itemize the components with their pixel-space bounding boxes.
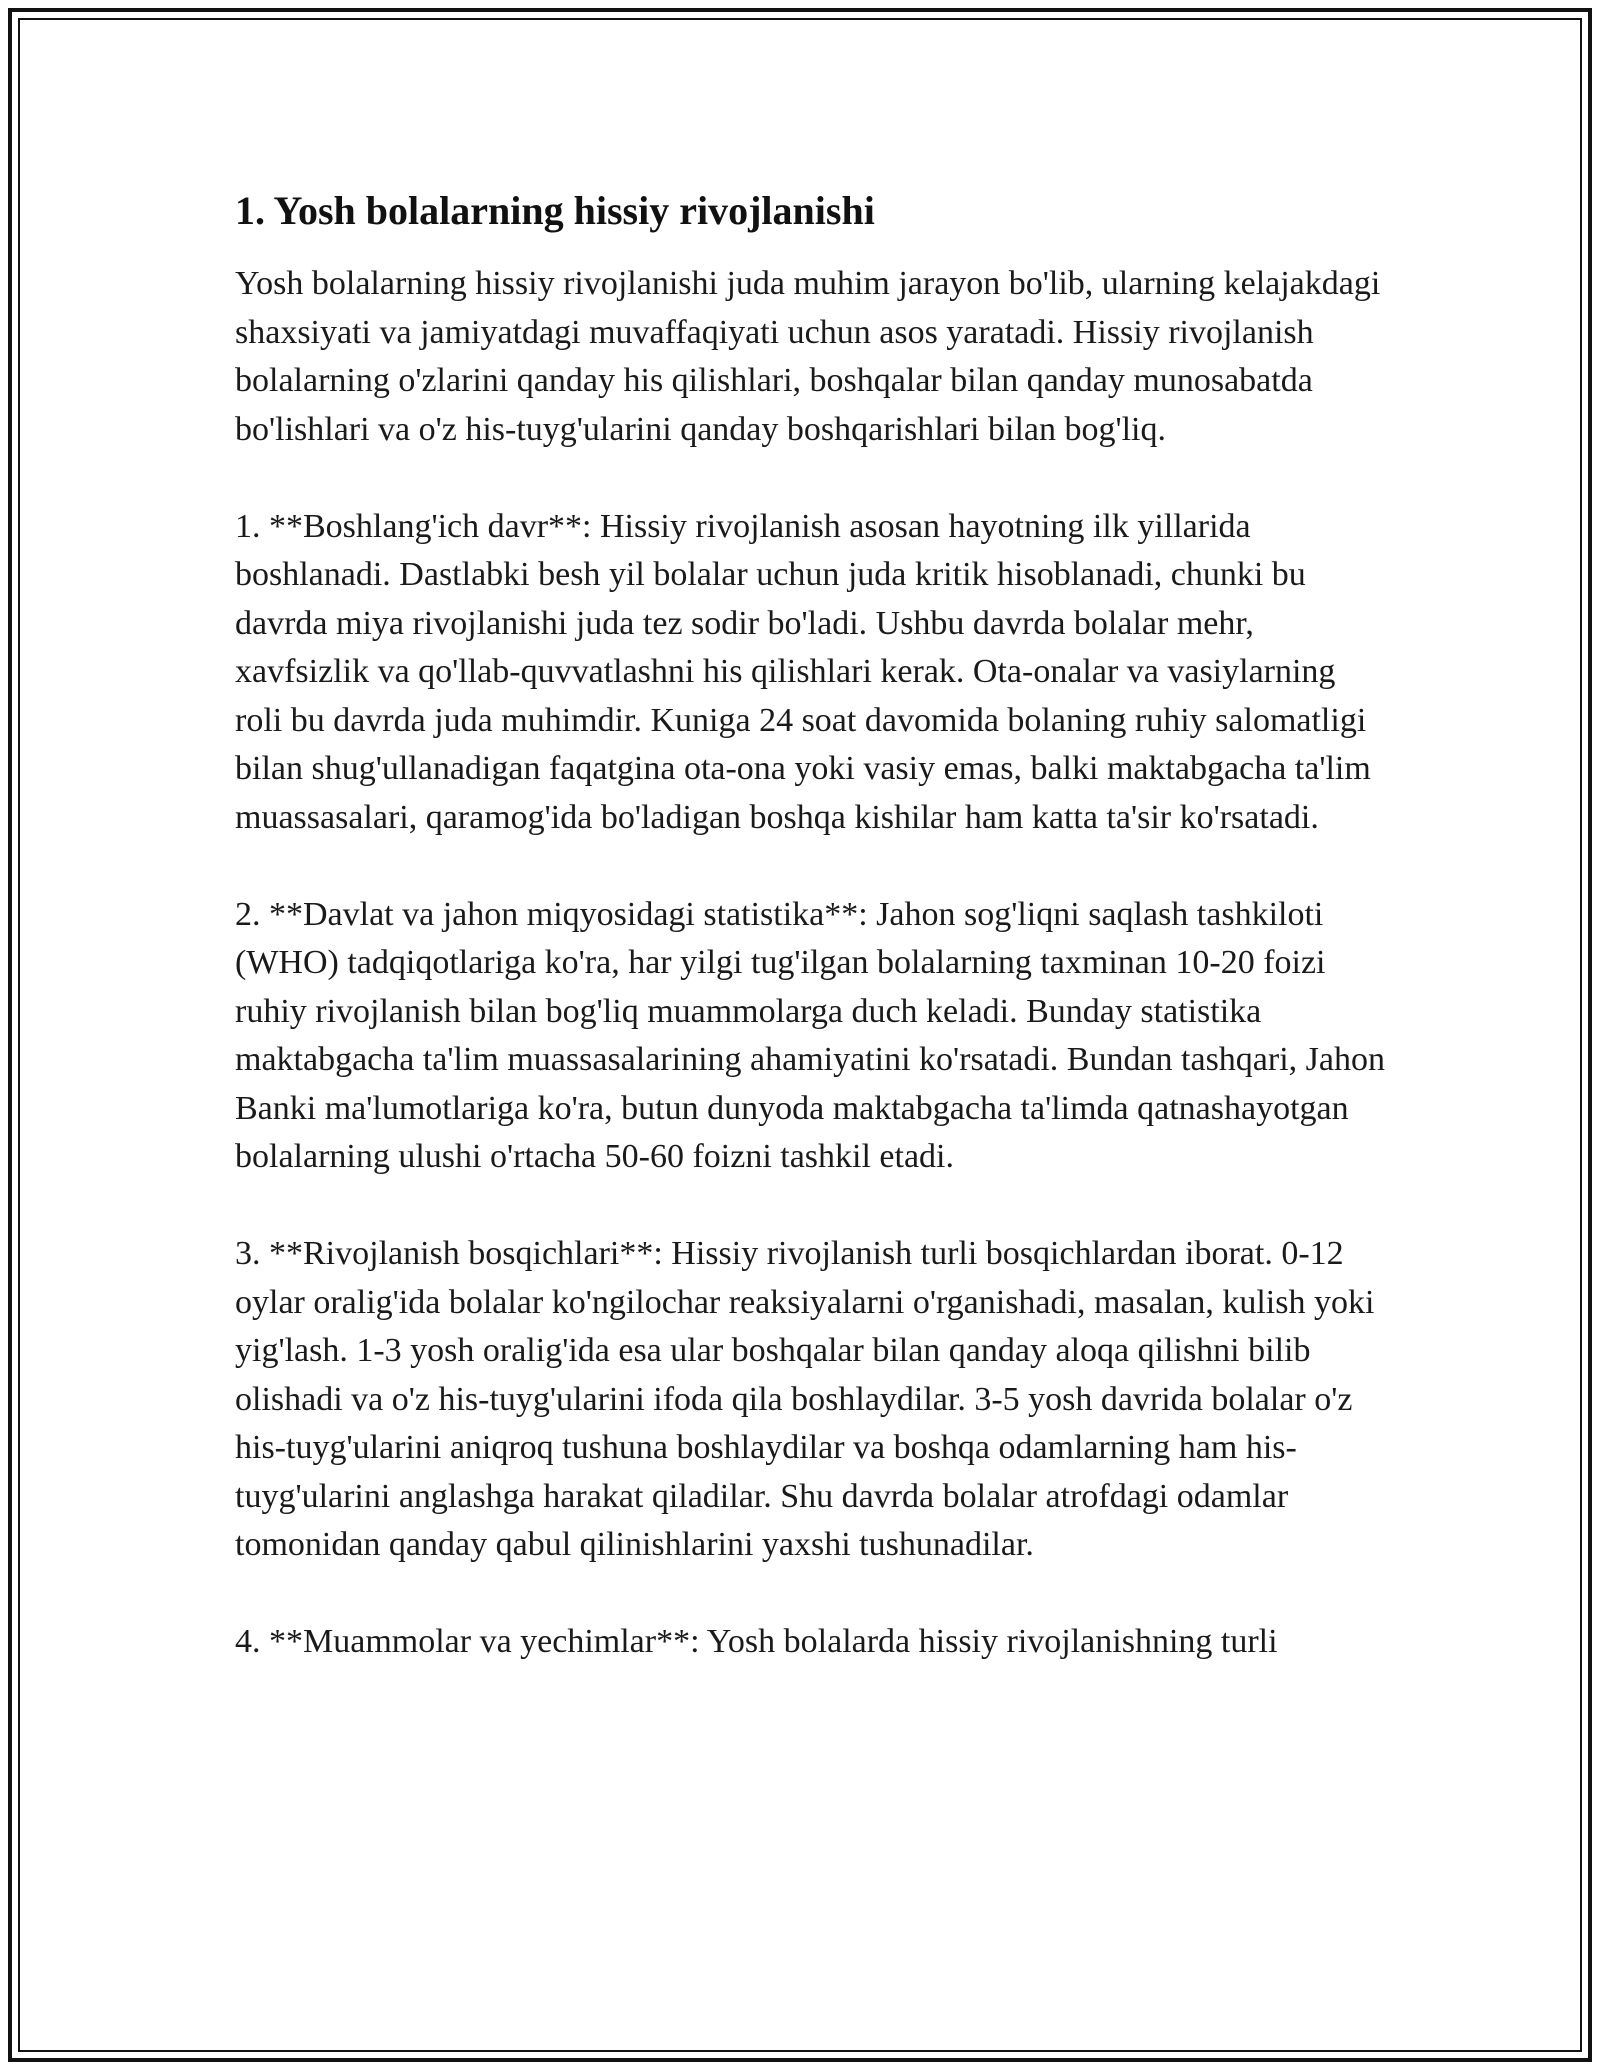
document-body: [235, 186, 1385, 1715]
paragraph-boshlangich-davr: 1. **Boshlang'ich davr**: Hissiy rivojlanish asosan hayotning ilk yillarida boshlanadi. Dastlabki besh yil bolalar uchun juda kritik hisoblanadi, chunki bu davrda miya rivojlanishi juda tez sodir bo'ladi. Ushbu davrda bolalar mehr, xavfsizlik va qo'llab-quvvatlashni his qilishlari kerak. Ota-onalar va vasiylarning roli bu davrda juda muhimdir. Kuniga 24 soat davomida bolaning ruhiy salomatligi bilan shug'ullanadigan faqatgina ota-ona yoki vasiy emas, balki maktabgacha ta'lim muassasalari, qaramog'ida bo'ladigan boshqa kishilar ham katta ta'sir ko'rsatadi.: [235, 507, 1371, 836]
intro-paragraph: Yosh bolalarning hissiy rivojlanishi juda muhim jarayon bo'lib, ularning kelajakdagi shaxsiyati va jamiyatdagi muvaffaqiyati uchun asos yaratadi. Hissiy rivojlanish bolalarning o'zlarini qanday his qilishlari, boshqalar bilan qanday munosabatda bo'lishlari va o'z his-tuyg'ularini qanday boshqarishlari bilan bog'liq.: [235, 265, 1381, 448]
section-heading: 1. Yosh bolalarning hissiy rivojlanishi: [235, 188, 875, 233]
paragraph-rivojlanish-bosqichlari: 3. **Rivojlanish bosqichlari**: Hissiy rivojlanish turli bosqichlardan iborat. 0-12 oylar oralig'ida bolalar ko'ngilochar reaksiyalarni o'rganishadi, masalan, kulish yoki yig'lash. 1-3 yosh oralig'ida esa ular boshqalar bilan qanday aloqa qilishni bilib olishadi va o'z his-tuyg'ularini ifoda qila boshlaydilar. 3-5 yosh davrida bolalar o'z his-tuyg'ularini aniqroq tushuna boshlaydilar va boshqa odamlarning ham his-tuyg'ularini anglashga harakat qiladilar. Shu davrda bolalar atrofdagi odamlar tomonidan qanday qabul qilinishlarini yaxshi tushunadilar.: [235, 1235, 1375, 1563]
paragraph-statistika: 2. **Davlat va jahon miqyosidagi statistika**: Jahon sog'liqni saqlash tashkiloti (WHO) tadqiqotlariga ko'ra, har yilgi tug'ilgan bolalarning taxminan 10-20 foizi ruhiy rivojlanish bilan bog'liq muammolarga duch keladi. Bunday statistika maktabgacha ta'lim muassasalarining ahamiyatini ko'rsatadi. Bundan tashqari, Jahon Banki ma'lumotlariga ko'ra, butun dunyoda maktabgacha ta'limda qatnashayotgan bolalarning ulushi o'rtacha 50-60 foizni tashkil etadi.: [235, 895, 1385, 1175]
paragraph-muammolar-yechimlar: 4. **Muammolar va yechimlar**: Yosh bolalarda hissiy rivojlanishning turli: [235, 1623, 1278, 1660]
